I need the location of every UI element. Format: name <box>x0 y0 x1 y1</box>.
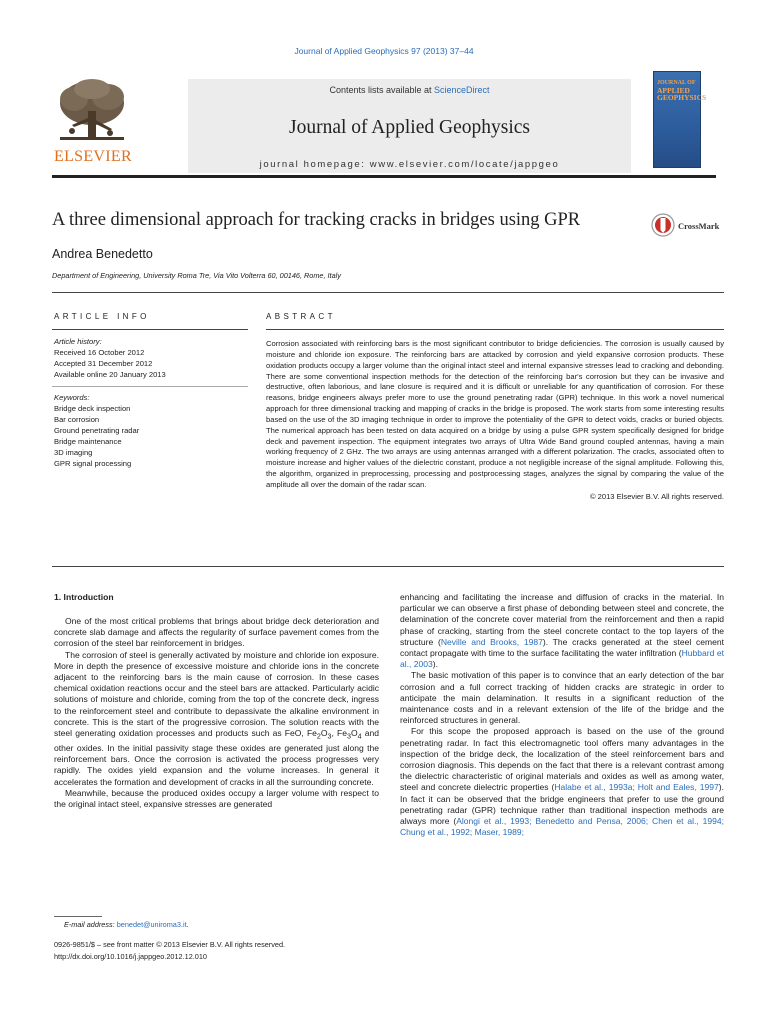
abstract-text: Corrosion associated with reinforcing bars is the most significant contributor to bridge deficiencies. The corrosion is usually caused by moisture and chloride ion exposure. The reinforcing bars are attacked by corrosion and yield expansive corrosion products. These oxidation products occupy a larger volume than the original intact steel and internal expansive stresses lead to cracking and debonding. There are some conventional inspection methods for the detection of the reinforcing bar's corrosion but they can be invasive and destructive, often laborious, and lane closure is required and it is difficult or unreliable for any quantification of corrosion. For these reasons, bridge engineers always prefer more to use the ground penetrating radar (GPR) technique. In this work a novel numerical approach for three dimensional tracking and mapping of cracks in the bridge is proposed. The work starts from some interesting results based on the use of the 3D imaging technique in order to improve the potentiality of the GPR to detect voids, cracks or buried objects. The numerical approach has been tested on data acquired on a bridge by using a pulse GPR system specifically designed for bridge deck and pavement inspection. The equipment integrates two arrays of Ultra Wide Band ground coupled antennas, having a main working frequency of 2 GHz. The two arrays are using antennas arranged with a different polarization. The cracks, associated often to moisture increase and higher values of the dielectric constant, produce a not negligible increase of the signal amplitude. Following this, the algorithm, organized in preprocessing, processing and postprocessing stages, analyzes the signal by comparing the value of the amplitude all over the domain of the radar scan. <box>266 339 724 489</box>
keyword: GPR signal processing <box>54 459 132 468</box>
cover-title-line-1: JOURNAL OF <box>657 80 696 86</box>
affiliation-rule <box>52 292 724 293</box>
running-head[interactable]: Journal of Applied Geophysics 97 (2013) 37–44 <box>294 46 474 56</box>
abstract-rule <box>266 329 724 330</box>
contents-prefix: Contents lists available at <box>329 85 435 95</box>
sciencedirect-link[interactable]: ScienceDirect <box>434 85 490 95</box>
crossmark-label: CrossMark <box>678 221 720 231</box>
paragraph: For this scope the proposed approach is based on the use of the ground penetrating radar. In fact this electromagnetic tool offers many advantages in the inspection of the bridge deck, the localization of the steel reinforcement bars and corrosion diagnosis. This depends on the fact that there is a relevant contrast among the dielectric characteristic of original materials and oxides as well as among water, steel and concrete dielectric properties (Halabe et al., 1993a; Holt and Eales, 1997). In fact it can be observed that the bridge engineers that prefer to use the ground penetrating radar (GPR) technique rather than traditional inspection methods are always more (Alongi et al., 1993; Benedetto and Pensa, 2006; Chen et al., 1994; Chung et al., 1992; Maser, 1989; <box>400 726 725 838</box>
citation-link[interactable]: Hubbard et al., 2003 <box>400 648 724 670</box>
history-label: Article history: <box>54 337 102 346</box>
paragraph: Meanwhile, because the produced oxides occupy a larger volume with respect to the original intact steel, expansive stresses are generated <box>54 787 379 809</box>
paragraph: enhancing and facilitating the increase and diffusion of cracks in the material. In particular we can observe a first phase of debonding between steel and concrete, the delamination of the concrete cover material from the reinforcement and then a rapid phase of cracking, starting from the steel concrete contact to the top layers of the structure (Neville and Brooks, 1987). The cracks generated at the steel cement contact propagate with time to the surface facilitating the water infiltration (Hubbard et al., 2003). <box>400 592 724 670</box>
footnote-rule <box>54 916 102 917</box>
abstract-body <box>266 339 724 503</box>
journal-title: Journal of Applied Geophysics <box>288 117 530 138</box>
keyword: 3D imaging <box>54 448 93 457</box>
journal-homepage[interactable]: journal homepage: www.elsevier.com/locate/jappgeo <box>259 159 560 170</box>
paragraph: The corrosion of steel is generally activated by moisture and chloride ion exposure. More in depth the presence of excessive moisture and chloride ions in the concrete adjacent to the reinforcing bars is the main cause of corrosion. In these cases chemical oxidation reactions occur and the steel bars are attacked. Particularly acidic solutions of moisture and chloride, coming from the top of the concrete deck, ingress to the reinforcement steel and contribute to depassivate the alkaline environment in concrete. This is the start of the progressive corrosion. The solution reacts with the steel generating oxidation processes and products such as FeO, $Fe_2O_3$, $Fe_3O_4$ and other oxides. In the initial passivity stage these oxides are generated just along the reinforcement bars. Once the corrosion is activated the process progresses very rapidly. The oxides yield expansion and the volume increases. In general it accelerates the formation and development of cracks in all the surrounding concrete. <box>54 649 379 787</box>
abstract-heading: ABSTRACT <box>266 312 336 321</box>
journal-cover-thumbnail[interactable] <box>653 71 707 168</box>
citation-link[interactable]: Neville and Brooks, 1987 <box>440 636 543 647</box>
body-column-left <box>54 616 379 810</box>
keyword: Bridge maintenance <box>54 437 122 446</box>
article-info-heading: ARTICLE INFO <box>54 312 150 321</box>
paragraph: The basic motivation of this paper is to convince that an early detection of the bar corrosion and a full correct tracking of hidden cracks are strategic in order to anticipate the main delamination. It results in a significant reduction of the maintenance costs and in a relevant extension of the life of the bridge and the reinforced structures in general. <box>400 670 724 726</box>
keyword: Bar corrosion <box>54 415 100 424</box>
history-online: Available online 20 January 2013 <box>54 370 166 379</box>
citation-link[interactable]: Alongi et al., 1993; Benedetto and Pensa, 2006; Chen et al., 1994; Chung et al., 1992; Maser, 1989; <box>400 816 724 838</box>
keywords <box>54 392 250 469</box>
elsevier-wordmark: ELSEVIER <box>54 148 132 165</box>
doi-link[interactable]: http://dx.doi.org/10.1016/j.jappgeo.2012.12.010 <box>54 952 207 961</box>
keyword: Bridge deck inspection <box>54 404 131 413</box>
author-name: Andrea Benedetto <box>52 247 153 261</box>
article-title: A three dimensional approach for tracking cracks in bridges using GPR <box>52 210 581 230</box>
crossmark-badge[interactable] <box>651 211 726 241</box>
article-history <box>54 336 250 380</box>
email-link[interactable]: benedet@uniroma3.it <box>116 920 187 929</box>
email-label: E-mail address: <box>64 920 117 929</box>
crossmark-icon <box>651 211 675 239</box>
corresponding-email: E-mail address: benedet@uniroma3.it. <box>64 920 189 929</box>
history-accepted: Accepted 31 December 2012 <box>54 359 153 368</box>
contents-line <box>188 85 631 95</box>
cover-title-line-2: APPLIED <box>657 86 690 95</box>
banner-center <box>188 79 631 173</box>
history-rule <box>52 386 248 387</box>
keyword: Ground penetrating radar <box>54 426 140 435</box>
history-received: Received 16 October 2012 <box>54 348 145 357</box>
article-info-rule <box>52 329 248 330</box>
issn-line: 0926-9851/$ – see front matter © 2013 Elsevier B.V. All rights reserved. <box>54 940 286 949</box>
journal-banner <box>52 71 716 174</box>
author-affiliation: Department of Engineering, University Roma Tre, Via Vito Volterra 60, 00146, Rome, Italy <box>52 271 341 280</box>
keywords-label: Keywords: <box>54 393 90 402</box>
body-column-right <box>400 592 724 838</box>
citation-link[interactable]: Halabe et al., 1993a; Holt and Eales, 1997 <box>554 782 719 793</box>
abstract-copyright: © 2013 Elsevier B.V. All rights reserved. <box>589 491 724 501</box>
abstract-bottom-rule <box>52 566 724 567</box>
section-title-introduction: 1. Introduction <box>54 592 114 602</box>
cover-title-line-3: GEOPHYSICS <box>657 93 707 102</box>
header-rule <box>52 175 716 178</box>
paragraph: One of the most critical problems that brings about bridge deck deterioration and concrete slab damage and affects the regularity of surface pavement comes from the corrosion of the steel bar reinforcement in bridges. <box>54 616 379 649</box>
